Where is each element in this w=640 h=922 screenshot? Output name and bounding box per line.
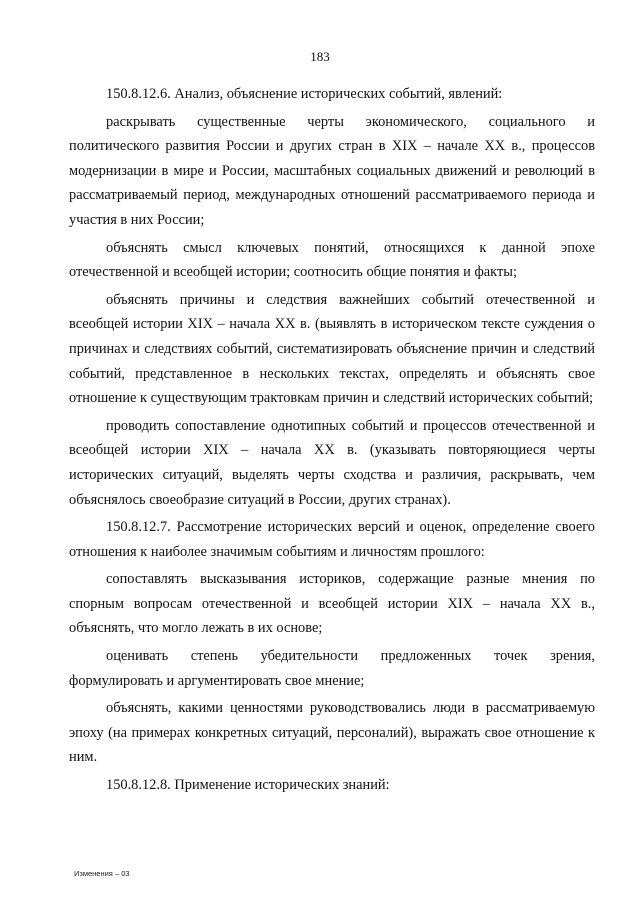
section-heading-150-8-12-8: 150.8.12.8. Применение исторических знаний: [106, 777, 390, 794]
paragraph: сопоставлять высказывания историков, содержащие разные мнения по спорным вопросам отечественной и всеобщей истории XIX – начала XX в., объяснять, что могло лежать в их основе; [69, 571, 595, 637]
paragraph: объяснять, какими ценностями руководствовались люди в рассматриваемую эпоху (на примерах конкретных ситуаций, персоналий), выражать свое отношение к ним. [69, 700, 595, 766]
paragraph: проводить сопоставление однотипных событий и процессов отечественной и всеобщей истории XIX – начала XX в. (указывать повторяющиеся черты исторических ситуаций, выделять черты сходства и различия, раскрывать, чем объяснялось своеобразие ситуаций в России, других странах). [69, 417, 595, 508]
page-number: 183 [310, 49, 330, 64]
page-body [69, 82, 595, 801]
section-heading-150-8-12-7: 150.8.12.7. Рассмотрение исторических версий и оценок, определение своего отношения к наиболее значимым событиям и личностям прошлого: [69, 519, 595, 560]
paragraph: раскрывать существенные черты экономического, социального и политического развития России и других стран в XIX – начале XX в., процессов модернизации в мире и России, масштабных социальных движений и революций в рассматриваемый период, международных отношений рассматриваемого периода и участия в них России; [69, 113, 595, 228]
paragraph: оценивать степень убедительности предложенных точек зрения, формулировать и аргументировать свое мнение; [69, 648, 595, 689]
paragraph: объяснять причины и следствия важнейших событий отечественной и всеобщей истории XIX – начала XX в. (выявлять в историческом тексте суждения о причинах и следствиях событий, систематизировать объяснение причин и следствий событий, представленное в нескольких текстах, определять и объяснять свое отношение к существующим трактовкам причин и следствий исторических событий; [69, 291, 595, 407]
footer-revision-note: Изменения – 03 [74, 869, 130, 878]
section-heading-150-8-12-6: 150.8.12.6. Анализ, объяснение исторических событий, явлений: [106, 86, 503, 102]
paragraph: объяснять смысл ключевых понятий, относящихся к данной эпохе отечественной и всеобщей истории; соотносить общие понятия и факты; [69, 239, 595, 281]
